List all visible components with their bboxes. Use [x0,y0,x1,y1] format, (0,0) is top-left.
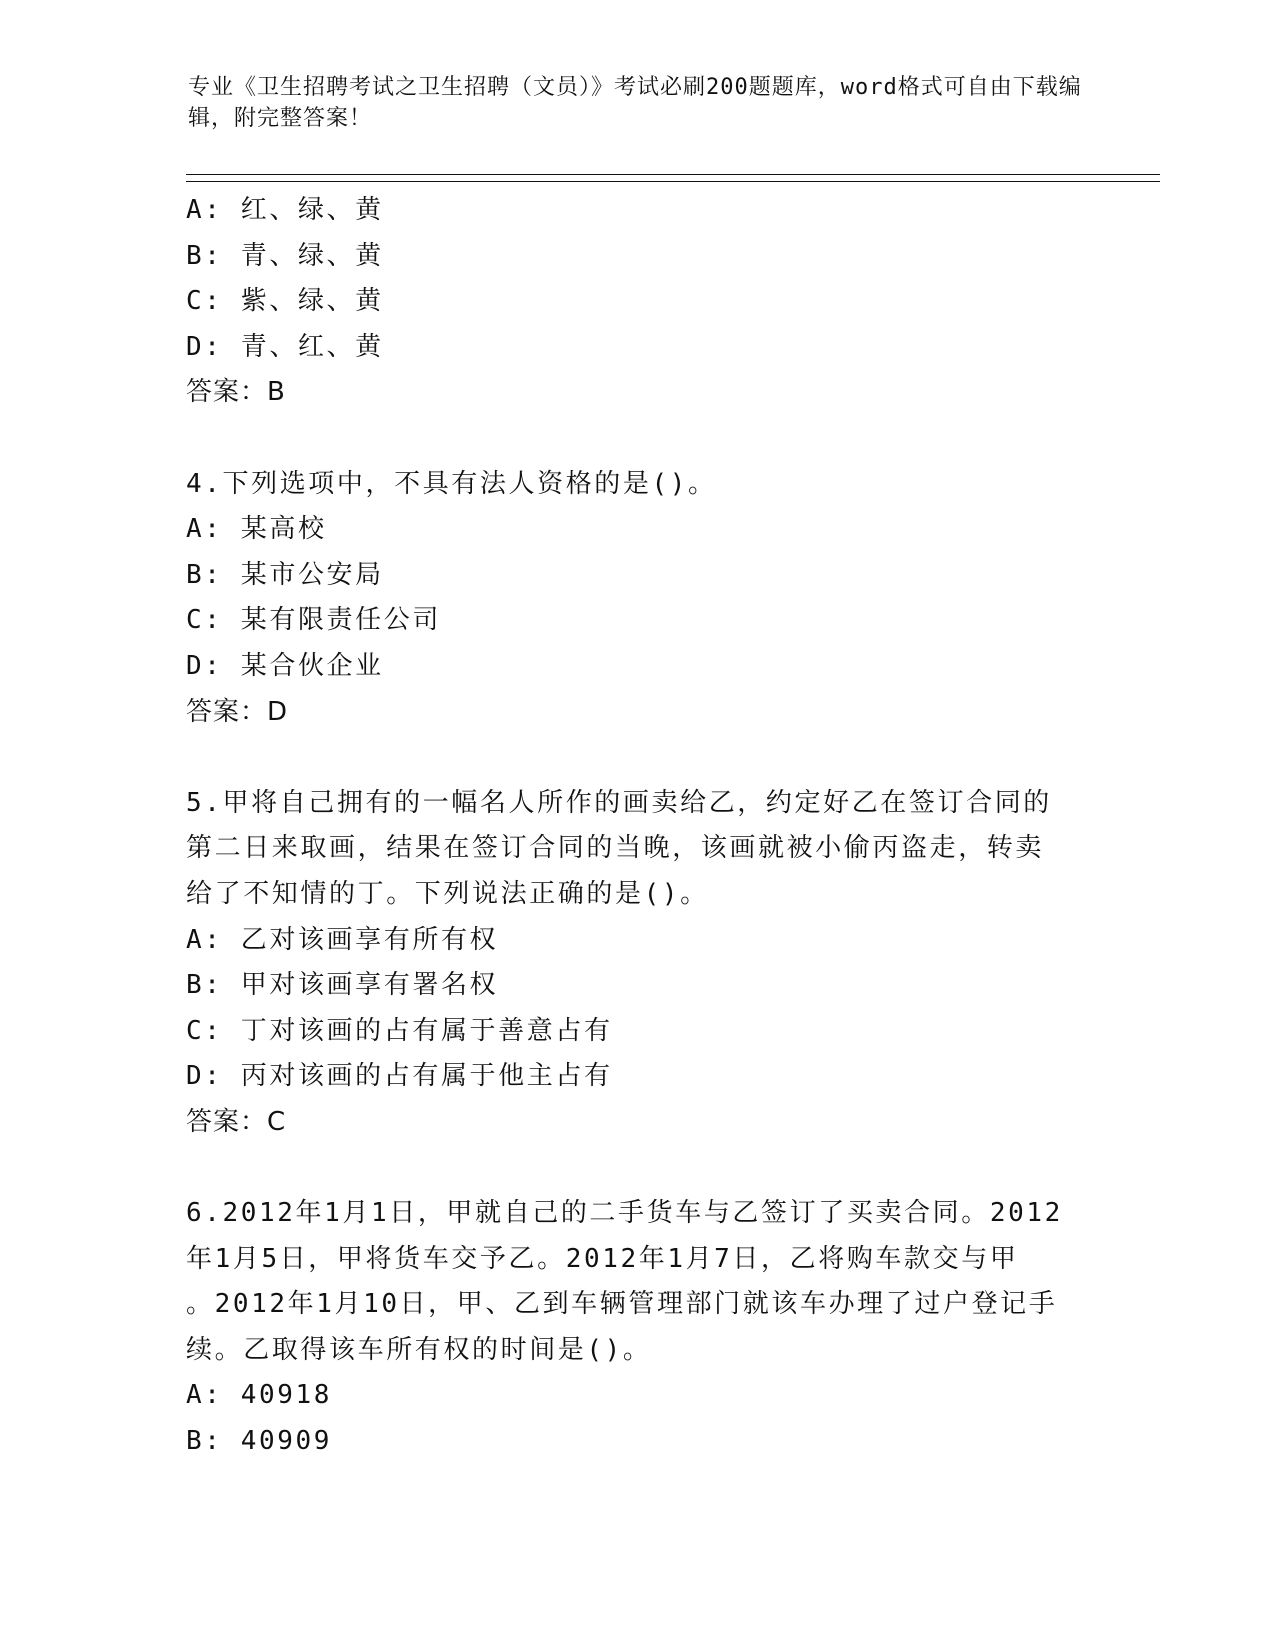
option-d: D: 青、红、黄 [186,331,384,362]
page-header: 专业《卫生招聘考试之卫生招聘（文员）》考试必刷200题题库，word格式可自由下载编辑，附完整答案！ [188,75,1082,131]
option-a: A: 红、绿、黄 [186,195,384,225]
question-text: 4.下列选项中，不具有法人资格的是()。 [186,468,717,499]
question-text-line: 。2012年1月10日，甲、乙到车辆管理部门就该车办理了过户登记手 [186,1289,1058,1320]
option-b: B: 甲对该画享有署名权 [186,970,499,1001]
question-text-line: 给了不知情的丁。下列说法正确的是()。 [186,878,709,909]
question-4 [186,462,1086,736]
question-text-line: 年1月5日，甲将货车交予乙。2012年1月7日，乙将购车款交与甲 [186,1243,1019,1274]
option-a: A: 乙对该画享有所有权 [186,924,499,955]
option-d: D: 某合伙企业 [186,650,384,681]
question-3 [186,188,1086,416]
question-text-line: 6.2012年1月1日，甲就自己的二手货车与乙签订了买卖合同。2012 [186,1198,1063,1229]
header-rule-bottom [186,181,1160,182]
option-b: B: 某市公安局 [186,559,384,590]
question-text-line: 续。乙取得该车所有权的时间是()。 [186,1334,652,1365]
question-list [186,188,1086,1465]
option-a: A: 某高校 [186,514,327,545]
option-c: C: 丁对该画的占有属于善意占有 [186,1015,613,1046]
option-b: B: 青、绿、黄 [186,240,384,271]
question-text-line: 第二日来取画，结果在签订合同的当晚，该画就被小偷丙盗走，转卖 [186,833,1045,864]
question-6 [186,1191,1086,1465]
option-c: C: 某有限责任公司 [186,605,441,636]
option-a: A: 40918 [186,1380,333,1411]
answer: 答案：D [186,696,289,727]
option-b: B: 40909 [186,1426,333,1457]
header-rule-top [186,174,1160,175]
answer: 答案：B [186,377,286,408]
answer: 答案：C [186,1106,287,1137]
question-text-line: 5.甲将自己拥有的一幅名人所作的画卖给乙，约定好乙在签订合同的 [186,787,1052,818]
question-5 [186,781,1086,1146]
option-d: D: 丙对该画的占有属于他主占有 [186,1061,613,1092]
option-c: C: 紫、绿、黄 [186,286,384,317]
